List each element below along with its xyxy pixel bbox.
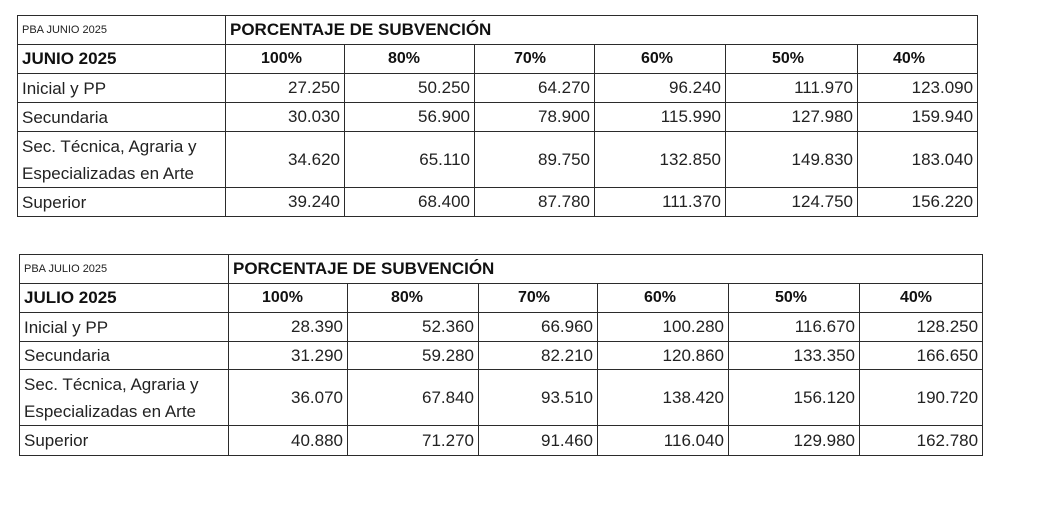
cell-value: 128.250: [860, 313, 983, 342]
cell-value: 156.120: [729, 370, 860, 426]
cell-value: 116.040: [598, 426, 729, 456]
table-row: [18, 188, 978, 217]
cell-value: 34.620: [226, 132, 345, 188]
cell-value: 138.420: [598, 370, 729, 426]
column-header-40: 40%: [860, 284, 983, 313]
row-category: Superior: [20, 426, 229, 456]
cell-value: 82.210: [479, 342, 598, 370]
cell-value: 124.750: [726, 188, 858, 217]
column-header-70: 70%: [475, 45, 595, 74]
cell-value: 91.460: [479, 426, 598, 456]
column-header-60: 60%: [598, 284, 729, 313]
column-header-100: 100%: [229, 284, 348, 313]
cell-value: 89.750: [475, 132, 595, 188]
table-row: [18, 132, 978, 188]
cell-value: 149.830: [726, 132, 858, 188]
cell-value: 115.990: [595, 103, 726, 132]
cell-value: 100.280: [598, 313, 729, 342]
table-row: [20, 313, 983, 342]
cell-value: 40.880: [229, 426, 348, 456]
row-category-line: Especializadas en Arte: [22, 163, 194, 183]
cell-value: 87.780: [475, 188, 595, 217]
cell-value: 93.510: [479, 370, 598, 426]
cell-value: 183.040: [858, 132, 978, 188]
group-header: PORCENTAJE DE SUBVENCIÓN: [226, 16, 978, 45]
cell-value: 166.650: [860, 342, 983, 370]
cell-value: 190.720: [860, 370, 983, 426]
subsidy-table-junio: [17, 15, 978, 217]
column-header-80: 80%: [345, 45, 475, 74]
column-header-70: 70%: [479, 284, 598, 313]
row-category-line: Sec. Técnica, Agraria y: [24, 374, 199, 394]
cell-value: 111.370: [595, 188, 726, 217]
column-header-50: 50%: [729, 284, 860, 313]
cell-value: 64.270: [475, 74, 595, 103]
cell-value: 39.240: [226, 188, 345, 217]
cell-value: 31.290: [229, 342, 348, 370]
row-category: [18, 132, 226, 188]
cell-value: 67.840: [348, 370, 479, 426]
cell-value: 129.980: [729, 426, 860, 456]
cell-value: 59.280: [348, 342, 479, 370]
cell-value: 111.970: [726, 74, 858, 103]
cell-value: 116.670: [729, 313, 860, 342]
column-header-60: 60%: [595, 45, 726, 74]
cell-value: 123.090: [858, 74, 978, 103]
table-caption: PBA JULIO 2025: [20, 255, 229, 284]
subsidy-table-julio: [19, 254, 983, 456]
column-header-40: 40%: [858, 45, 978, 74]
cell-value: 27.250: [226, 74, 345, 103]
cell-value: 50.250: [345, 74, 475, 103]
cell-value: 36.070: [229, 370, 348, 426]
cell-value: 159.940: [858, 103, 978, 132]
cell-value: 133.350: [729, 342, 860, 370]
cell-value: 65.110: [345, 132, 475, 188]
cell-value: 56.900: [345, 103, 475, 132]
row-category-line: Sec. Técnica, Agraria y: [22, 136, 197, 156]
table-row: [18, 74, 978, 103]
table-row: [20, 370, 983, 426]
cell-value: 127.980: [726, 103, 858, 132]
cell-value: 52.360: [348, 313, 479, 342]
cell-value: 96.240: [595, 74, 726, 103]
table-row: [20, 426, 983, 456]
cell-value: 78.900: [475, 103, 595, 132]
column-header-50: 50%: [726, 45, 858, 74]
cell-value: 66.960: [479, 313, 598, 342]
row-category: Superior: [18, 188, 226, 217]
row-category: Secundaria: [18, 103, 226, 132]
row-category-line: Especializadas en Arte: [24, 401, 196, 421]
month-label: JULIO 2025: [20, 284, 229, 313]
table-row: [18, 103, 978, 132]
column-header-80: 80%: [348, 284, 479, 313]
cell-value: 28.390: [229, 313, 348, 342]
row-category: Inicial y PP: [18, 74, 226, 103]
cell-value: 68.400: [345, 188, 475, 217]
table-caption: PBA JUNIO 2025: [18, 16, 226, 45]
cell-value: 162.780: [860, 426, 983, 456]
group-header: PORCENTAJE DE SUBVENCIÓN: [229, 255, 983, 284]
cell-value: 132.850: [595, 132, 726, 188]
table-row: [20, 342, 983, 370]
row-category: [20, 370, 229, 426]
cell-value: 156.220: [858, 188, 978, 217]
cell-value: 30.030: [226, 103, 345, 132]
month-label: JUNIO 2025: [18, 45, 226, 74]
cell-value: 120.860: [598, 342, 729, 370]
cell-value: 71.270: [348, 426, 479, 456]
column-header-100: 100%: [226, 45, 345, 74]
row-category: Inicial y PP: [20, 313, 229, 342]
row-category: Secundaria: [20, 342, 229, 370]
